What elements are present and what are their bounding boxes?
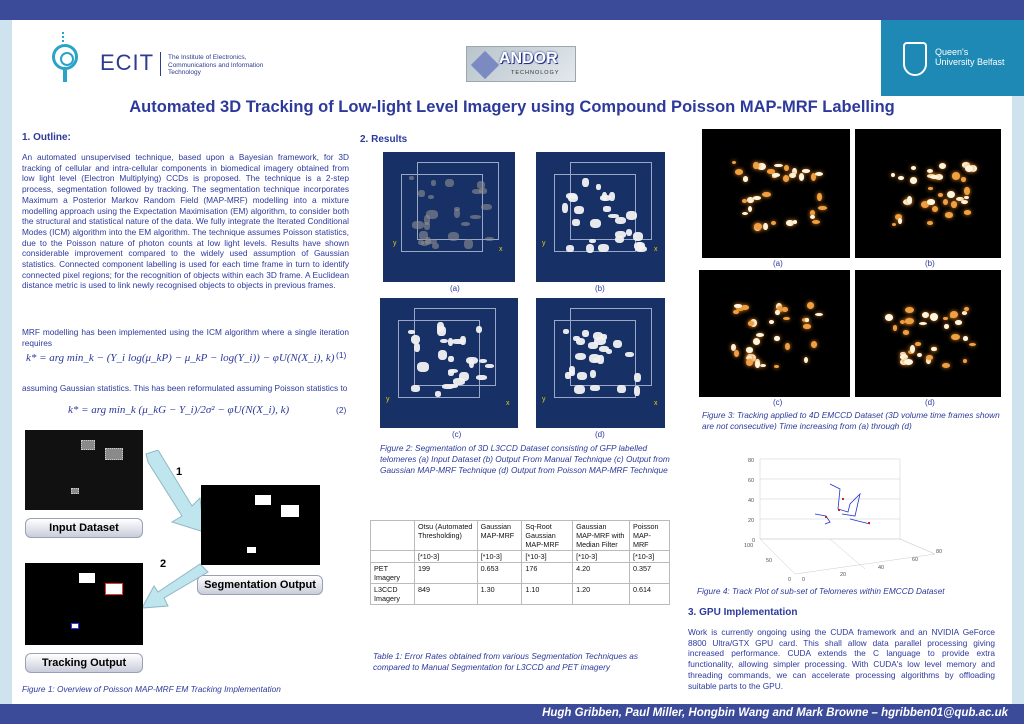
ecit-antenna-icon — [62, 32, 68, 42]
step-2-number: 2 — [160, 558, 167, 570]
fig3-frame-b — [855, 129, 1001, 258]
segmented-object — [476, 326, 482, 333]
ecit-description: The Institute of Electronics, Communications and Information Technology — [168, 54, 264, 76]
tracked-telomere — [807, 302, 815, 309]
tracked-telomere — [771, 221, 776, 225]
segmented-object — [472, 189, 483, 194]
table-header-cell: Gaussian MAP-MRF with Median Filter — [573, 521, 630, 551]
tracked-telomere — [783, 175, 789, 182]
segmented-object — [626, 211, 637, 220]
y-tick: 0 — [802, 577, 806, 583]
fig4-track-plot — [730, 454, 960, 584]
segmented-object — [479, 359, 487, 363]
segmented-object — [634, 373, 640, 382]
tracked-telomere — [926, 355, 933, 360]
fig2-manual-output: y x — [536, 152, 665, 282]
tracked-telomere — [964, 187, 969, 195]
ecit-logo — [38, 30, 268, 90]
fig3-label-d: (d) — [925, 398, 935, 407]
tracked-telomere — [789, 173, 796, 178]
tracked-telomere — [927, 221, 933, 225]
tracked-telomere — [817, 193, 822, 201]
segmented-object — [424, 222, 430, 230]
segmented-object — [603, 206, 611, 211]
tracking-output-image — [25, 563, 143, 645]
segmented-object — [426, 210, 438, 219]
tracked-telomere — [963, 359, 967, 363]
fig2-poisson-output: y x — [536, 298, 665, 428]
tracked-telomere — [753, 162, 758, 170]
results-heading: 2. Results — [360, 134, 408, 145]
tracked-telomere — [754, 223, 762, 230]
x-tick: 50 — [766, 558, 773, 564]
tracked-telomere — [961, 177, 966, 182]
y-tick: 20 — [840, 572, 847, 578]
z-tick: 60 — [748, 478, 755, 484]
andor-name: ANDOR — [499, 50, 558, 67]
fig3-label-a: (a) — [773, 259, 783, 268]
tracked-telomere — [815, 313, 822, 316]
tracked-telomere — [930, 313, 938, 321]
qub-logo — [881, 20, 1024, 96]
segmented-object — [594, 337, 606, 346]
poster-title: Automated 3D Tracking of Low-light Level Imagery using Compound Poisson MAP-MRF Labelling — [129, 98, 895, 116]
input-dataset-image — [25, 430, 143, 510]
z-tick: 20 — [748, 518, 755, 524]
tracked-telomere — [811, 341, 818, 348]
segmented-object — [566, 193, 577, 199]
tracked-telomere — [782, 307, 787, 312]
tracked-telomere — [969, 343, 976, 346]
tracked-telomere — [805, 318, 809, 323]
segmented-object — [485, 237, 494, 241]
tracking-output-label: Tracking Output — [25, 653, 143, 673]
segmented-object — [634, 386, 640, 396]
tracked-telomere — [955, 320, 962, 324]
segmented-object — [421, 241, 428, 246]
segmented-object — [626, 229, 632, 236]
tracked-telomere — [783, 317, 791, 321]
tracked-telomere — [930, 175, 939, 179]
outline-heading: 1. Outline: — [22, 132, 71, 143]
fig3-frame-c — [699, 270, 850, 397]
equation-1: k* = arg min_k − (Y_i log(μ_kP) − μ_kP − log(Y_i)) − φU(N(X_i), k) — [26, 352, 335, 364]
x-tick: 0 — [788, 577, 792, 583]
tracked-telomere — [753, 338, 760, 345]
tracked-telomere — [922, 312, 929, 318]
tracked-telomere — [943, 317, 948, 321]
segmented-object — [575, 353, 586, 360]
segmented-object — [602, 192, 607, 201]
tracked-telomere — [742, 199, 747, 203]
y-tick: 60 — [912, 557, 919, 563]
andor-logo — [466, 46, 576, 82]
tracked-telomere — [753, 196, 762, 200]
tracked-telomere — [743, 176, 748, 181]
tracked-telomere — [947, 191, 955, 198]
fig3-frame-d — [855, 270, 1001, 397]
segmented-object — [419, 231, 427, 240]
tracked-telomere — [932, 206, 938, 212]
arrow-step-2 — [140, 562, 210, 612]
tracked-telomere — [769, 320, 774, 324]
segmented-object — [438, 350, 447, 360]
tracked-telomere — [760, 364, 766, 367]
y-tick: 80 — [936, 549, 943, 555]
segmented-object — [613, 340, 622, 348]
tracked-telomere — [793, 220, 798, 224]
tracked-telomere — [763, 223, 768, 231]
footer-bar — [0, 704, 1024, 724]
outline-paragraph-2: MRF modelling has been implemented using the ICM algorithm where a single iteration requires — [22, 327, 349, 348]
table-header-cell: Otsu (Automated Thresholding) — [415, 521, 478, 551]
z-tick: 80 — [748, 458, 755, 464]
segmented-object — [572, 219, 579, 226]
segmented-object — [448, 370, 454, 376]
gpu-paragraph: Work is currently ongoing using the CUDA framework and an NVIDIA GeForce 8800 Ultra/GTX GPU card. This shall allow data parallel processing giving increased performance. CUDA extends the C language to provide extra functionality, allowing simpler processing. With CUDA's low level memory and threading commands, we can accelerate processing algorithms by offloading suitable parts to the GPU. — [688, 627, 995, 691]
tracked-telomere — [785, 343, 790, 350]
tracked-telomere — [961, 200, 968, 204]
tracked-telomere — [802, 169, 810, 172]
table-header-row — [371, 521, 670, 551]
tracked-telomere — [952, 172, 960, 179]
outline-paragraph-1: An automated unsupervised technique, based upon a Bayesian framework, for 3D tracking of cellular and intra-cellular components in biomedical imagery obtained from low light level (Electron Multiplying) CCDs is proposed. The technique is a 2-step process, segmentation followed by tracking. The segmentation technique incorporates Maximum a Posterior Markov Random Field (MAP-MRF) modelling into a mixture modelling approach using the Expectation Maximisation (EM) algorithm, to consider both the structural and statistical nature of the data. We fully integrate the Iterated Conditional Modes (ICM) algorithm into the EM algorithm. The technique assumes Poisson statistics, due to the Poisson nature of photon counts at low light levels. Results have shown considerable improvement compared to the widely used assumption of Gaussian statistics. Connected component labelling is used for each time frame in turn to identify connected pixel regions; for the recognition of objects within each 3D frame. A Euclidean distance metric is used to link newly recognised objects to objects in previous frames. — [22, 152, 349, 291]
segmented-object — [598, 244, 609, 252]
fig2-input-dataset: y x — [383, 152, 515, 282]
error-rate-table — [370, 520, 670, 605]
segmentation-output-image — [201, 485, 320, 565]
segmented-object — [599, 346, 609, 352]
tracked-telomere — [775, 310, 780, 316]
tracked-telomere — [898, 218, 902, 224]
tracked-telomere — [772, 173, 780, 176]
ecit-name: ECIT — [100, 50, 155, 75]
tracked-telomere — [742, 212, 748, 215]
table-row: PET Imagery 199 0.653 176 4.20 0.357 — [371, 563, 670, 584]
segmented-object — [582, 178, 589, 187]
tracked-telomere — [735, 169, 743, 175]
tracked-telomere — [774, 164, 782, 168]
segmented-object — [464, 239, 473, 249]
segmented-object — [617, 385, 625, 393]
tracked-telomere — [928, 187, 933, 190]
fig2-label-b: (b) — [595, 284, 605, 293]
tracked-telomere — [774, 365, 779, 368]
table-1-caption: Table 1: Error Rates obtained from various Segmentation Techniques as compared to Manual Segmentation for L3CCD and PET imagery — [373, 651, 639, 672]
z-tick: 40 — [748, 498, 755, 504]
table-header-cell: Sq-Root Gaussian MAP-MRF — [522, 521, 573, 551]
segmented-object — [577, 372, 587, 380]
tracked-telomere — [917, 353, 922, 357]
figure-2-caption: Figure 2: Segmentation of 3D L3CCD Dataset consisting of GFP labelled telomeres (a) Input Dataset (b) Output From Manual Technique (c) Output from Gaussian MAP-MRF Technique (d) Output from Poisson MAP-MRF Technique — [380, 443, 670, 475]
tracked-telomere — [893, 325, 898, 331]
figure-1-caption: Figure 1: Overview of Poisson MAP-MRF EM Tracking Implementation — [22, 684, 281, 694]
segmented-object — [437, 326, 445, 335]
tracked-telomere — [963, 336, 968, 341]
tracked-telomere — [962, 311, 967, 314]
tracked-telomere — [910, 345, 915, 353]
step-1-number: 1 — [176, 466, 183, 478]
tracked-telomere — [927, 199, 935, 205]
tracked-telomere — [784, 165, 789, 171]
segmented-object — [574, 385, 585, 394]
tracked-telomere — [734, 350, 739, 357]
fig2-gaussian-output: y x — [380, 298, 518, 428]
segmented-object — [469, 359, 474, 368]
segmented-object — [633, 232, 644, 241]
tracked-telomere — [938, 193, 943, 197]
segmented-object — [566, 245, 574, 252]
segmented-object — [596, 184, 601, 190]
segmented-object — [562, 203, 568, 212]
tracked-telomere — [892, 223, 896, 226]
authors-footer: Hugh Gribben, Paul Miller, Hongbin Wang and Mark Browne – hgribben01@qub.ac.uk — [542, 707, 1008, 719]
tracked-telomere — [945, 212, 954, 217]
gpu-heading: 3. GPU Implementation — [688, 607, 798, 618]
table-header-cell: Gaussian MAP-MRF — [477, 521, 522, 551]
segmented-object — [418, 190, 424, 197]
fig2-label-d: (d) — [595, 430, 605, 439]
tracked-telomere — [942, 363, 950, 368]
segmented-object — [448, 338, 453, 346]
y-tick: 40 — [878, 565, 885, 571]
qub-name: Queen's University Belfast — [935, 47, 1005, 67]
tracked-telomere — [803, 324, 810, 328]
segmented-object — [448, 232, 459, 241]
tracked-telomere — [898, 176, 904, 181]
tracked-telomere — [818, 206, 827, 210]
segmented-object — [590, 370, 596, 378]
arrow-step-1 — [140, 450, 210, 540]
x-tick: 100 — [744, 543, 754, 549]
segmented-object — [625, 352, 634, 357]
fig2-label-a: (a) — [450, 284, 460, 293]
segmented-object — [481, 204, 493, 210]
segmented-object — [470, 215, 482, 219]
tracked-telomere — [746, 347, 753, 352]
outline-paragraph-3: assuming Gaussian statistics. This has been reformulated assuming Poisson statistics to — [22, 383, 348, 393]
equation-2: k* = arg min_k (μ_kG − Y_i)/2σ² − φU(N(X_i), k) — [68, 404, 290, 416]
segmented-object — [435, 391, 442, 396]
tracked-telomere — [950, 311, 958, 318]
tracked-telomere — [891, 173, 895, 177]
segmented-object — [431, 180, 436, 186]
figure-3-caption: Figure 3: Tracking applied to 4D EMCCD Dataset (3D volume time frames shown are not consecutive) Time increasing from (a) through (d) — [702, 410, 1000, 430]
z-tick: 0 — [752, 538, 756, 544]
tracked-telomere — [748, 206, 752, 212]
tracked-telomere — [755, 361, 760, 368]
table-header-cell: Poisson MAP-MRF — [629, 521, 669, 551]
tracked-telomere — [904, 359, 913, 365]
table-row: L3CCD Imagery 849 1.30 1.10 1.20 0.614 — [371, 584, 670, 605]
tracked-telomere — [746, 359, 753, 366]
ecit-eye-icon — [52, 44, 78, 70]
tracked-telomere — [931, 347, 936, 351]
equation-2-number: (2) — [336, 405, 347, 415]
tracked-telomere — [911, 166, 917, 170]
figure-4-caption: Figure 4: Track Plot of sub-set of Telomeres within EMCCD Dataset — [697, 586, 945, 596]
segmented-object — [615, 231, 625, 238]
input-dataset-label: Input Dataset — [25, 518, 143, 538]
tracked-telomere — [812, 220, 820, 224]
fig3-label-b: (b) — [925, 259, 935, 268]
tracked-telomere — [903, 330, 909, 334]
segmented-object — [565, 372, 571, 379]
tracked-telomere — [799, 173, 804, 180]
segmented-object — [414, 343, 420, 352]
qub-crest-icon — [903, 42, 927, 76]
andor-subtitle: TECHNOLOGY — [511, 70, 560, 76]
tracked-telomere — [939, 163, 947, 170]
fig3-frame-a — [702, 129, 850, 258]
segmentation-output-label: Segmentation Output — [197, 575, 323, 595]
tracked-telomere — [951, 201, 957, 208]
top-bar — [0, 0, 1024, 20]
segmented-object — [448, 356, 453, 362]
segmented-object — [590, 219, 601, 228]
segmented-object — [574, 206, 584, 214]
segmented-object — [576, 338, 585, 345]
segmented-object — [445, 179, 454, 187]
segmented-object — [476, 375, 486, 380]
tracked-telomere — [910, 177, 917, 183]
tracked-telomere — [733, 310, 738, 314]
tracked-telomere — [815, 172, 823, 176]
tracked-telomere — [732, 161, 736, 164]
segmented-object — [582, 330, 589, 337]
tracked-telomere — [943, 199, 948, 205]
tracked-telomere — [756, 333, 764, 337]
tracked-telomere — [804, 357, 808, 363]
tracked-telomere — [915, 342, 920, 346]
tracked-telomere — [964, 210, 972, 214]
tracked-telomere — [951, 334, 959, 340]
tracked-telomere — [774, 336, 779, 342]
tracked-telomere — [748, 321, 754, 326]
andor-diamond-icon — [471, 51, 499, 79]
tracked-telomere — [964, 307, 969, 311]
segmented-object — [411, 385, 420, 391]
equation-1-number: (1) — [336, 350, 347, 360]
tracked-telomere — [741, 305, 748, 310]
tracked-telomere — [734, 304, 741, 307]
tracked-telomere — [919, 322, 927, 325]
segmented-object — [409, 176, 414, 180]
segmented-object — [428, 195, 434, 200]
segmented-object — [412, 221, 424, 228]
segmented-object — [593, 358, 600, 363]
tracked-telomere — [810, 215, 815, 219]
fig2-label-c: (c) — [452, 430, 462, 439]
segmented-object — [635, 246, 647, 253]
table-units-row: [*10-3] [*10-3] [*10-3] [*10-3] [*10-3] — [371, 551, 670, 563]
tracked-telomere — [944, 324, 949, 329]
segmented-object — [590, 385, 600, 390]
segmented-object — [563, 329, 569, 334]
tracked-telomere — [905, 307, 914, 313]
segmented-object — [454, 207, 460, 211]
tracked-telomere — [905, 318, 914, 324]
segmented-object — [615, 217, 625, 224]
tracked-telomere — [964, 196, 969, 199]
tracked-telomere — [885, 314, 894, 321]
fig3-label-c: (c) — [773, 398, 783, 407]
segmented-object — [589, 239, 596, 243]
segmented-object — [417, 362, 429, 372]
segmented-object — [408, 330, 415, 334]
tracked-telomere — [927, 169, 933, 173]
tracked-telomere — [762, 192, 770, 197]
